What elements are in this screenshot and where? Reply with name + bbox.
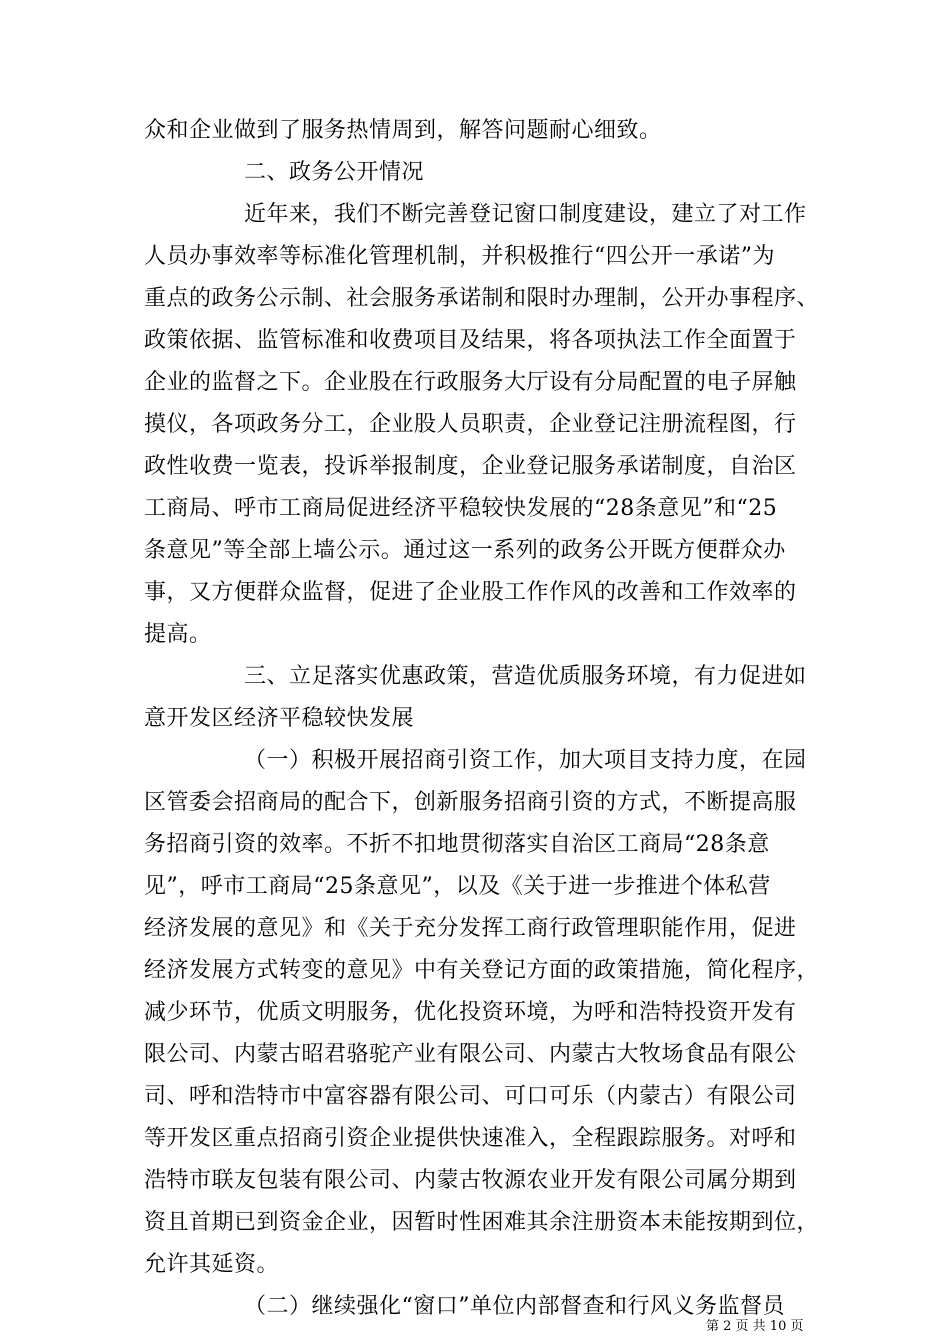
text-line: 众和企业做到了服务热情周到，解答问题耐心细致。 <box>144 118 662 143</box>
text-line: 限公司、内蒙古昭君骆驼产业有限公司、内蒙古大牧场食品有限公 <box>144 1042 797 1067</box>
text-line: 人员办事效率等标准化管理机制，并积极推行“四公开一承诺”为 <box>144 244 775 269</box>
text-line: 浩特市联友包装有限公司、内蒙古牧源农业开发有限公司属分期到 <box>144 1168 797 1193</box>
text-line: （二）继续强化“窗口”单位内部督查和行风义务监督员 <box>244 1294 785 1319</box>
text-line: （一）积极开展招商引资工作，加大项目支持力度，在园 <box>244 748 807 773</box>
text-line: 区管委会招商局的配合下，创新服务招商引资的方式，不断提高服 <box>144 790 797 815</box>
text-line: 等开发区重点招商引资企业提供快速准入，全程跟踪服务。对呼和 <box>144 1126 797 1151</box>
text-line: 摸仪，各项政务分工，企业股人员职责，企业登记注册流程图，行 <box>144 412 797 437</box>
text-line: 资且首期已到资金企业，因暂时性困难其余注册资本未能按期到位， <box>144 1210 820 1235</box>
text-line: 企业的监督之下。企业股在行政服务大厅设有分局配置的电子屏触 <box>144 370 797 395</box>
text-line: 见”，呼市工商局“25条意见”，以及《关于进一步推进个体私营 <box>144 874 771 899</box>
section-heading: 二、政务公开情况 <box>244 160 425 185</box>
text-line: 工商局、呼市工商局促进经济平稳较快发展的“28条意见”和“25 <box>144 496 778 521</box>
page-number-footer: 第 2 页 共 10 页 <box>706 1319 804 1334</box>
text-line: 减少环节，优质文明服务，优化投资环境，为呼和浩特投资开发有 <box>144 1000 797 1025</box>
text-line: 事，又方便群众监督，促进了企业股工作作风的改善和工作效率的 <box>144 580 797 605</box>
text-line: 政策依据、监管标准和收费项目及结果，将各项执法工作全面置于 <box>144 328 797 353</box>
text-line: 近年来，我们不断完善登记窗口制度建设，建立了对工作 <box>244 202 807 227</box>
text-line: 经济发展方式转变的意见》中有关登记方面的政策措施，简化程序， <box>144 958 820 983</box>
text-line: 政性收费一览表，投诉举报制度，企业登记服务承诺制度，自治区 <box>144 454 797 479</box>
text-line: 经济发展的意见》和《关于充分发挥工商行政管理职能作用，促进 <box>144 916 797 941</box>
section-heading: 三、立足落实优惠政策，营造优质服务环境，有力促进如 <box>244 664 807 689</box>
text-line: 务招商引资的效率。不折不扣地贯彻落实自治区工商局“28条意 <box>144 832 770 857</box>
text-line: 提高。 <box>144 622 212 647</box>
section-heading: 意开发区经济平稳较快发展 <box>144 706 415 731</box>
text-line: 重点的政务公示制、社会服务承诺制和限时办理制，公开办事程序、 <box>144 286 820 311</box>
text-line: 条意见”等全部上墙公示。通过这一系列的政务公开既方便群众办 <box>144 538 786 563</box>
text-line: 允许其延资。 <box>144 1252 280 1277</box>
text-line: 司、呼和浩特市中富容器有限公司、可口可乐（内蒙古）有限公司 <box>144 1084 797 1109</box>
